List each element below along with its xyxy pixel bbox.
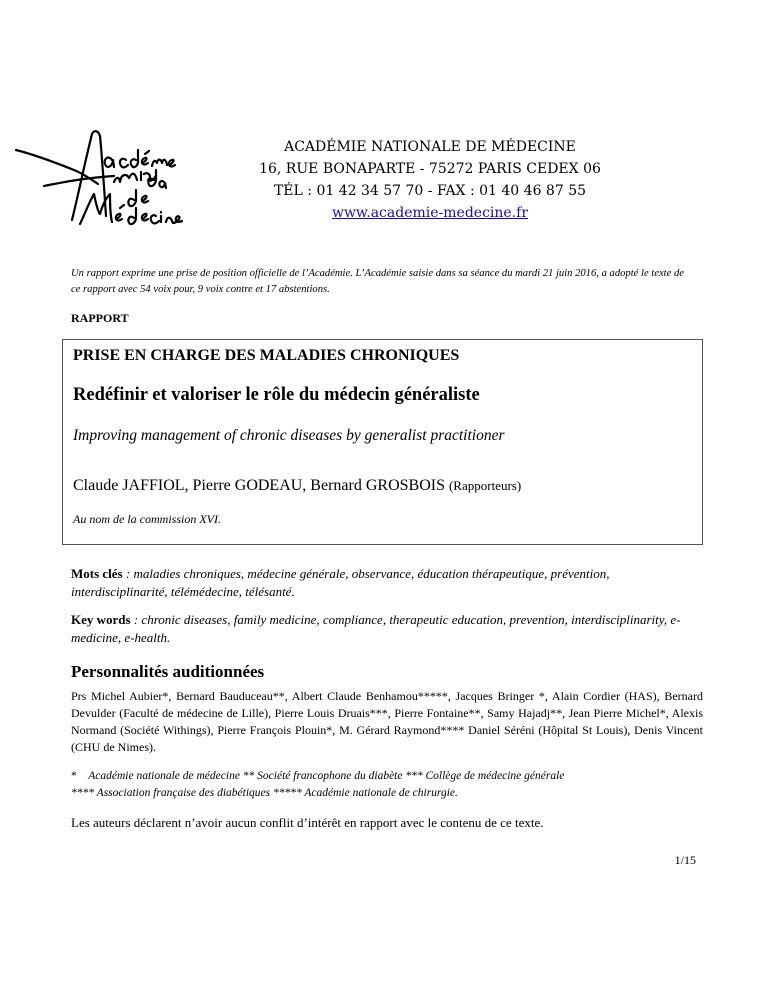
adoption-notice: Un rapport exprime une prise de position officielle de l’Académie. L’Académie saisie dans sa séance du mardi 21 juin 2016, a adopté le texte de ce rapport avec 54 voix pour, 9 voix contre et 17 abstentions. xyxy=(71,268,684,295)
authors-line xyxy=(73,477,521,495)
keywords-en xyxy=(71,611,701,647)
conflict-statement: Les auteurs déclarent n’avoir aucun conflit d’intérêt en rapport avec le contenu de ce texte. xyxy=(71,815,544,830)
header-address-block xyxy=(210,136,650,224)
report-subtitle: Redéfinir et valoriser le rôle du médecin généraliste xyxy=(73,385,480,405)
org-phone-fax: TÉL : 01 42 34 57 70 - FAX : 01 40 46 87 55 xyxy=(273,183,587,199)
authors-names: Claude JAFFIOL, Pierre GODEAU, Bernard GROSBOIS xyxy=(73,477,445,494)
commission-line: Au nom de la commission XVI. xyxy=(73,512,221,526)
keywords-fr xyxy=(71,565,701,601)
academie-signature-logo xyxy=(14,126,184,230)
report-title: PRISE EN CHARGE DES MALADIES CHRONIQUES xyxy=(73,347,460,364)
footnote-line-2: **** Association française des diabétiques ***** Académie nationale de chirurgie. xyxy=(71,787,458,799)
affiliation-footnote xyxy=(71,768,711,802)
section-heading: Personnalités auditionnées xyxy=(71,662,265,681)
authors-role: (Rapporteurs) xyxy=(448,478,522,493)
english-title: Improving management of chronic diseases by generalist practitioner xyxy=(73,427,505,444)
keywords-en-text: : chronic diseases, family medicine, compliance, therapeutic education, prevention, interdisciplinarity, e-medicine, e-health. xyxy=(71,612,681,645)
org-name: ACADÉMIE NATIONALE DE MÉDECINE xyxy=(284,139,576,155)
footnote-star: * xyxy=(71,770,77,782)
keywords-fr-text: : maladies chroniques, médecine générale, observance, éducation thérapeutique, prévention, interdisciplinarité, télémédecine, télésanté. xyxy=(71,566,610,599)
keywords-fr-label: Mots clés xyxy=(71,566,123,581)
website-link[interactable]: www.academie-medecine.fr xyxy=(331,205,529,221)
keywords-en-label: Key words xyxy=(71,612,131,627)
title-box xyxy=(62,339,703,545)
auditioned-people: Prs Michel Aubier*, Bernard Bauduceau**, Albert Claude Benhamou*****, Jacques Bringer *, Alain Cordier (HAS), Bernard Devulder (Faculté de médecine de Lille), Pierre Louis Druais***, Pierre Fontaine**, Samy Hajadj**, Jean Pierre Michel*, Alexis Normand (Société Withings), Pierre François Plouin*, M. Gérard Raymond**** Daniel Séréni (Hôpital St Louis), Denis Vincent (CHU de Nimes). xyxy=(71,689,703,754)
org-address: 16, RUE BONAPARTE - 75272 PARIS CEDEX 06 xyxy=(259,161,601,177)
doc-type-label: RAPPORT xyxy=(71,311,129,325)
footnote-line-1: Académie nationale de médecine ** Société francophone du diabète *** Collège de médecine générale xyxy=(88,770,565,782)
page-number: 1/15 xyxy=(674,853,696,867)
